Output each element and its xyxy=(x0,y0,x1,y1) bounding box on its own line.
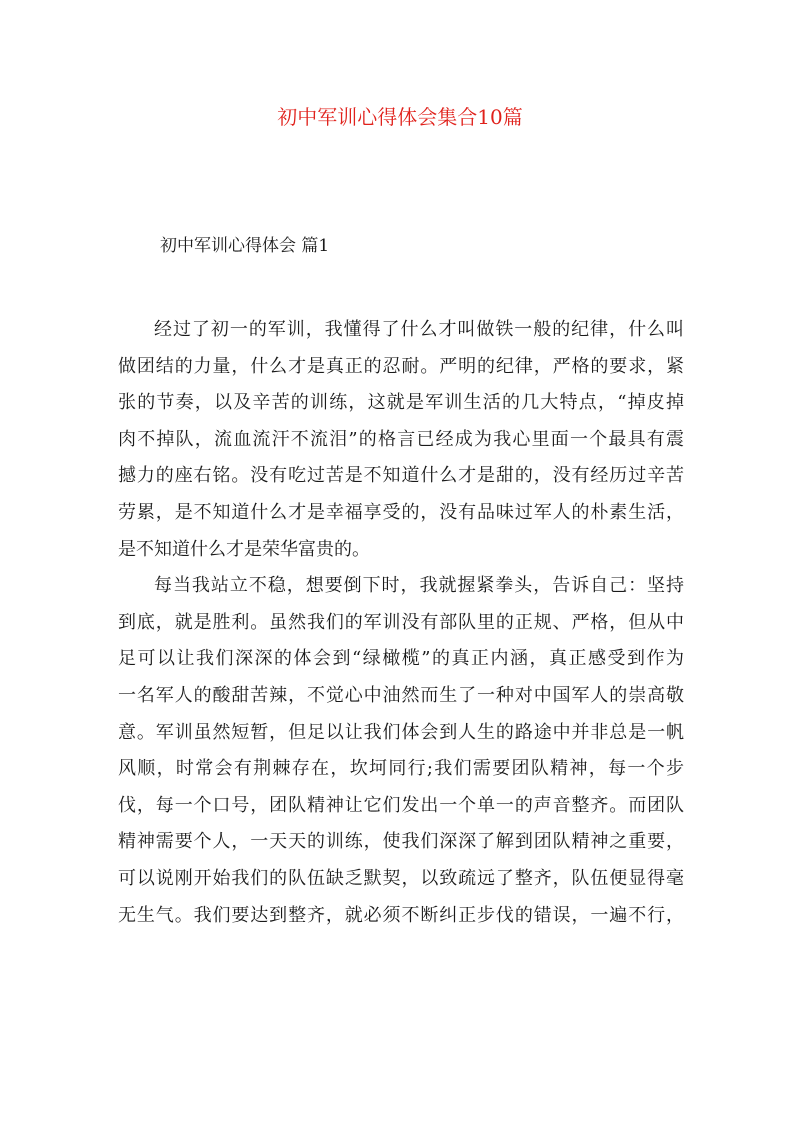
text-line: 是不知道什么才是荣华富贵的。 xyxy=(118,538,370,560)
paragraph-2 xyxy=(118,568,684,934)
text-line: 做团结的力量，什么才是真正的忍耐。严明的纪律，严格的要求，紧 xyxy=(118,355,684,377)
text-line: 经过了初一的军训，我懂得了什么才叫做铁一般的纪律，什么叫 xyxy=(154,319,684,340)
text-line: 无生气。我们要达到整齐，就必须不断纠正步伐的错误，一遍不行， xyxy=(118,904,684,926)
text-line: 一名军人的酸甜苦辣，不觉心中油然而生了一种对中国军人的崇高敬 xyxy=(118,684,684,706)
paragraph-1 xyxy=(118,312,684,568)
text-line: 撼力的座右铭。没有吃过苦是不知道什么才是甜的，没有经历过辛苦 xyxy=(118,465,684,487)
text-line: 劳累，是不知道什么才是幸福享受的，没有品味过军人的朴素生活， xyxy=(118,501,684,523)
text-line: 到底，就是胜利。虽然我们的军训没有部队里的正规、严格，但从中 xyxy=(118,611,684,633)
text-line: 每当我站立不稳，想要倒下时，我就握紧拳头，告诉自己：坚持 xyxy=(154,575,684,597)
text-line: 肉不掉队，流血流汗不流泪”的格言已经成为我心里面一个最具有震 xyxy=(118,428,684,450)
text-line: 伐，每一个口号，团队精神让它们发出一个单一的声音整齐。而团队 xyxy=(118,794,684,816)
text-line: 风顺，时常会有荆棘存在，坎坷同行;我们需要团队精神，每一个步 xyxy=(118,758,684,780)
text-line: 精神需要个人，一天天的训练，使我们深深了解到团队精神之重要， xyxy=(118,831,684,853)
text-line: 可以说刚开始我们的队伍缺乏默契，以致疏远了整齐，队伍便显得毫 xyxy=(118,867,684,889)
body-text xyxy=(118,312,684,934)
section-heading: 初中军训心得体会 篇1 xyxy=(160,236,330,256)
text-line: 意。军训虽然短暂，但足以让我们体会到人生的路途中并非总是一帆 xyxy=(118,721,684,743)
text-line: 足可以让我们深深的体会到“绿橄榄”的真正内涵，真正感受到作为 xyxy=(118,648,684,670)
document-title: 初中军训心得体会集合10篇 xyxy=(277,105,523,129)
text-line: 张的节奏，以及辛苦的训练，这就是军训生活的几大特点，“掉皮掉 xyxy=(118,392,684,414)
